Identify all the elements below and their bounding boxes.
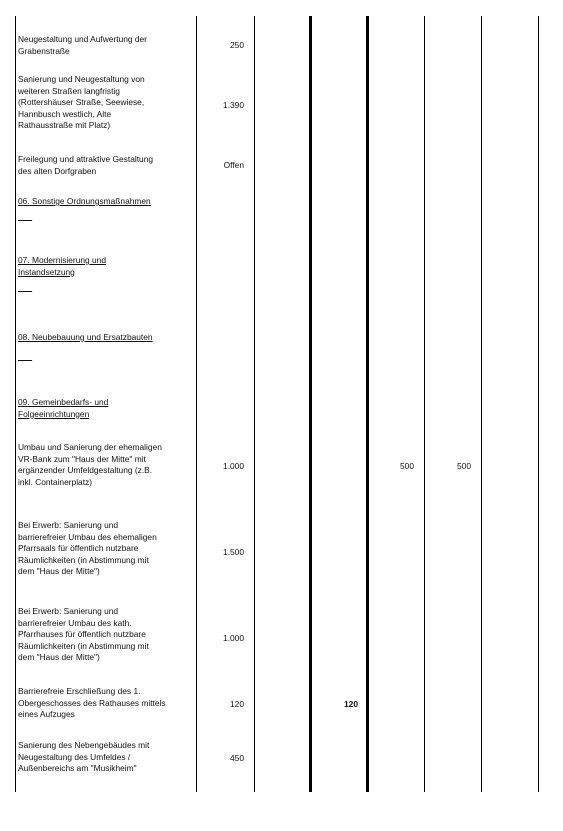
measure-description: Bei Erwerb: Sanierung und barrierefreier Umbau des ehemaligen Pfarrsaals für öffentlich nutzbare Räumlichkeiten (in Abstimmung mit dem "Haus der Mitte") xyxy=(18,520,157,577)
grid-line xyxy=(538,16,539,792)
grid-line xyxy=(15,16,16,792)
section-heading: 09. Gemeinbedarfs- und Folgeeinrichtungen xyxy=(18,397,109,419)
section-heading: 06. Sonstige Ordnungsmaßnahmen xyxy=(18,196,151,206)
measure-description: Umbau und Sanierung der ehemaligen VR-Bank zum "Haus der Mitte" mit ergänzender Umfeldgestaltung (z.B. inkl. Containerplatz) xyxy=(18,442,162,487)
grid-line xyxy=(424,16,425,792)
measure-description: Freilegung und attraktive Gestaltung des alten Dorfgraben xyxy=(18,154,154,176)
cost-year-value: 500 xyxy=(457,461,471,471)
cost-total: 1.000 xyxy=(223,633,244,643)
measure-description: Bei Erwerb: Sanierung und barrierefreier Umbau des kath. Pfarrhauses für öffentlich nutzbare Räumlichkeiten (in Abstimmung mit dem "Haus der Mitte") xyxy=(18,606,149,663)
measure-description: Sanierung und Neugestaltung von weiteren Straßen langfristig (Rottershäuser Straße, Seewiese, Hannbusch westlich, Alte Rathausstraße mit Platz) xyxy=(18,74,145,131)
measure-description: Sanierung des Nebengebäudes mit Neugestaltung des Umfeldes / Außenbereichs am "Musikheim" xyxy=(18,740,150,774)
grid-line xyxy=(481,16,482,792)
grid-line-bold xyxy=(309,16,312,792)
cost-total: 250 xyxy=(230,40,244,50)
cost-total: Offen xyxy=(223,160,244,170)
section-empty-dash: ___ xyxy=(18,282,32,292)
cost-total: 1.000 xyxy=(223,461,244,471)
measure-description: Barrierefreie Erschließung des 1. Obergeschosses des Rathauses mittels eines Aufzuges xyxy=(18,686,166,720)
section-heading: 07. Modernisierung und Instandsetzung xyxy=(18,255,106,277)
cost-year-value: 120 xyxy=(344,699,358,709)
section-heading: 08. Neubebauung und Ersatzbauten xyxy=(18,332,153,342)
cost-total: 450 xyxy=(230,753,244,763)
grid-line-bold xyxy=(366,16,369,792)
grid-line xyxy=(196,16,197,792)
cost-total: 120 xyxy=(230,699,244,709)
grid-line xyxy=(254,16,255,792)
section-empty-dash: ___ xyxy=(18,351,32,361)
cost-total: 1.390 xyxy=(223,100,244,110)
section-empty-dash: ___ xyxy=(18,211,32,221)
cost-year-value: 500 xyxy=(400,461,414,471)
measure-description: Neugestaltung und Aufwertung der Grabenstraße xyxy=(18,34,147,56)
cost-total: 1.500 xyxy=(223,547,244,557)
